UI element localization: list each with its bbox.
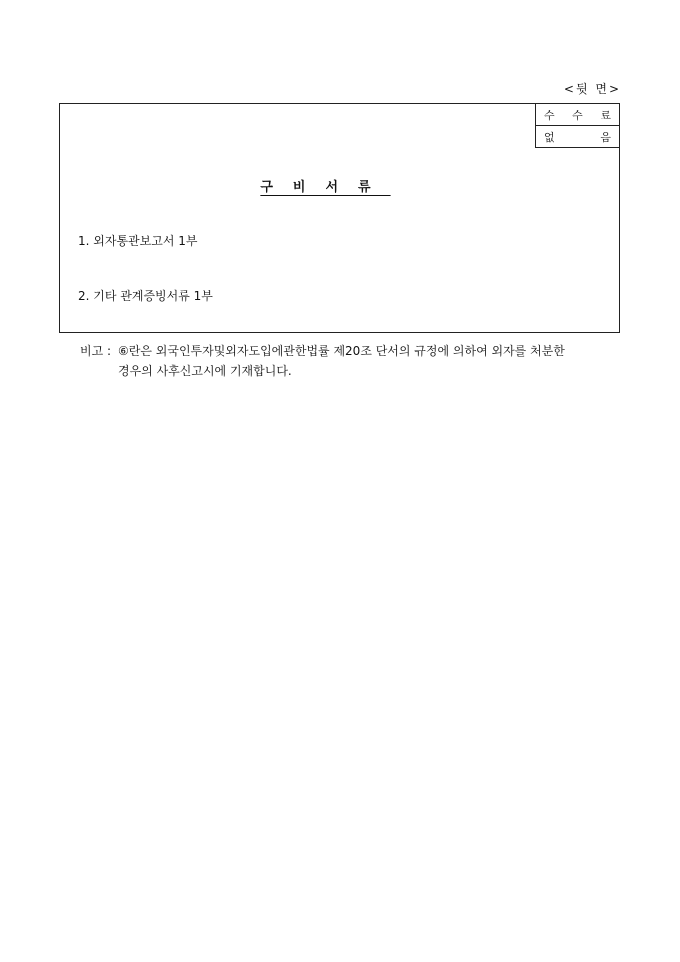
- fee-table: [535, 103, 620, 148]
- fee-value-char: 없: [544, 130, 555, 144]
- page-side-label: <뒷 면>: [563, 82, 621, 96]
- fee-header-cell: [536, 104, 620, 126]
- document-item-2: 2. 기타 관계증빙서류 1부: [78, 289, 213, 303]
- section-title-text: 구비서류: [260, 180, 391, 195]
- remarks-label: 비고 :: [80, 344, 112, 358]
- remarks-line-2: 경우의 사후신고시에 기재합니다.: [118, 364, 292, 378]
- section-title: [60, 176, 619, 195]
- remarks-line-1: ⑥란은 외국인투자및외자도입에관한법률 제20조 단서의 규정에 의하여 외자를 처분한: [118, 344, 565, 358]
- fee-value-cell: [536, 126, 620, 148]
- fee-value-char: 음: [600, 130, 611, 144]
- fee-header-char: 수: [572, 108, 583, 122]
- fee-header-char: 수: [544, 108, 555, 122]
- required-documents-box: [59, 103, 620, 333]
- document-item-1: 1. 외자통관보고서 1부: [78, 234, 198, 248]
- remarks-note: [80, 341, 620, 381]
- fee-header-char: 료: [600, 108, 611, 122]
